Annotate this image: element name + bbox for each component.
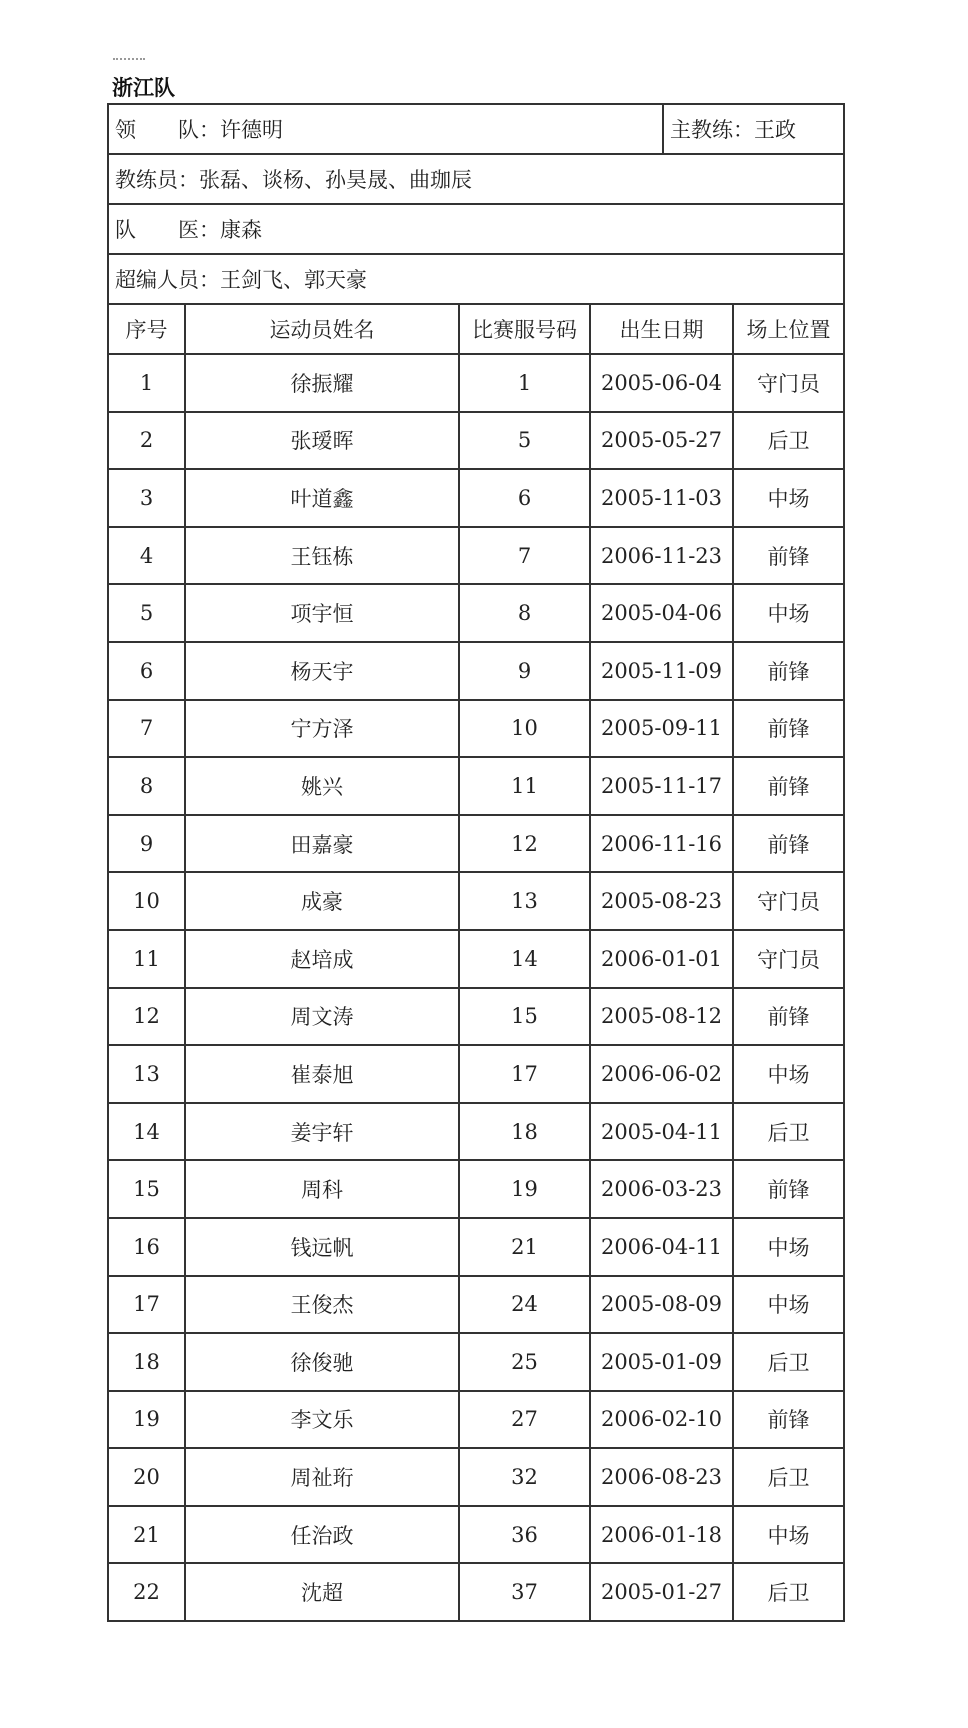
row-number-cell: 1 xyxy=(109,354,185,412)
table-row xyxy=(109,700,843,758)
position-cell: 中场 xyxy=(733,469,843,527)
col-header-birthdate: 出生日期 xyxy=(590,305,733,354)
position-cell: 后卫 xyxy=(733,1103,843,1161)
position-cell: 前锋 xyxy=(733,1160,843,1218)
athlete-name-cell: 杨天宇 xyxy=(185,642,459,700)
top-divider-mark xyxy=(113,58,145,60)
coaches-names: 张磊、谈杨、孙昊晟、曲珈辰 xyxy=(199,168,472,192)
leader-name: 许德明 xyxy=(220,118,283,142)
coaches-label: 教练员： xyxy=(115,168,199,192)
row-number-cell: 8 xyxy=(109,757,185,815)
jersey-number-cell: 1 xyxy=(459,354,590,412)
athlete-name-cell: 徐振耀 xyxy=(185,354,459,412)
jersey-number-cell: 17 xyxy=(459,1045,590,1103)
birthdate-cell: 2005-09-11 xyxy=(590,700,733,758)
row-number-cell: 11 xyxy=(109,930,185,988)
jersey-number-cell: 21 xyxy=(459,1218,590,1276)
leader-label-suffix: 队： xyxy=(178,118,220,142)
birthdate-cell: 2006-01-01 xyxy=(590,930,733,988)
athlete-name-cell: 项宇恒 xyxy=(185,584,459,642)
row-number-cell: 5 xyxy=(109,584,185,642)
athlete-name-cell: 赵培成 xyxy=(185,930,459,988)
position-cell: 后卫 xyxy=(733,1448,843,1506)
doctor-label-suffix: 医： xyxy=(178,218,220,242)
jersey-number-cell: 37 xyxy=(459,1563,590,1620)
row-number-cell: 6 xyxy=(109,642,185,700)
table-row xyxy=(109,354,843,412)
athlete-name-cell: 沈超 xyxy=(185,1563,459,1620)
table-row xyxy=(109,1448,843,1506)
table-row xyxy=(109,1103,843,1161)
row-number-cell: 22 xyxy=(109,1563,185,1620)
row-number-cell: 10 xyxy=(109,872,185,930)
position-cell: 前锋 xyxy=(733,642,843,700)
position-cell: 前锋 xyxy=(733,700,843,758)
table-row xyxy=(109,872,843,930)
jersey-number-cell: 8 xyxy=(459,584,590,642)
birthdate-cell: 2005-08-23 xyxy=(590,872,733,930)
jersey-number-cell: 18 xyxy=(459,1103,590,1161)
row-number-cell: 19 xyxy=(109,1391,185,1449)
row-number-cell: 20 xyxy=(109,1448,185,1506)
col-header-jersey: 比赛服号码 xyxy=(459,305,590,354)
jersey-number-cell: 32 xyxy=(459,1448,590,1506)
athlete-name-cell: 田嘉豪 xyxy=(185,815,459,873)
jersey-number-cell: 15 xyxy=(459,988,590,1046)
athlete-name-cell: 王钰栋 xyxy=(185,527,459,585)
row-number-cell: 18 xyxy=(109,1333,185,1391)
head-coach-name: 王政 xyxy=(754,118,796,142)
athlete-name-cell: 周科 xyxy=(185,1160,459,1218)
jersey-number-cell: 27 xyxy=(459,1391,590,1449)
table-row xyxy=(109,1045,843,1103)
jersey-number-cell: 5 xyxy=(459,412,590,470)
athlete-name-cell: 成豪 xyxy=(185,872,459,930)
position-cell: 中场 xyxy=(733,584,843,642)
birthdate-cell: 2006-03-23 xyxy=(590,1160,733,1218)
jersey-number-cell: 11 xyxy=(459,757,590,815)
roster-body xyxy=(109,354,843,1620)
position-cell: 前锋 xyxy=(733,815,843,873)
jersey-number-cell: 19 xyxy=(459,1160,590,1218)
table-row xyxy=(109,1506,843,1564)
team-title: 浙江队 xyxy=(112,76,175,100)
row-number-cell: 4 xyxy=(109,527,185,585)
table-row xyxy=(109,988,843,1046)
extra-staff-row xyxy=(109,255,843,305)
birthdate-cell: 2006-11-23 xyxy=(590,527,733,585)
jersey-number-cell: 25 xyxy=(459,1333,590,1391)
table-row xyxy=(109,1391,843,1449)
row-number-cell: 14 xyxy=(109,1103,185,1161)
roster-sheet xyxy=(107,103,845,1622)
table-row xyxy=(109,1218,843,1276)
row-number-cell: 15 xyxy=(109,1160,185,1218)
birthdate-cell: 2006-01-18 xyxy=(590,1506,733,1564)
head-coach-cell xyxy=(664,105,843,153)
birthdate-cell: 2005-05-27 xyxy=(590,412,733,470)
position-cell: 前锋 xyxy=(733,527,843,585)
table-row xyxy=(109,527,843,585)
birthdate-cell: 2005-04-06 xyxy=(590,584,733,642)
position-cell: 前锋 xyxy=(733,757,843,815)
birthdate-cell: 2005-11-09 xyxy=(590,642,733,700)
athlete-name-cell: 宁方泽 xyxy=(185,700,459,758)
jersey-number-cell: 6 xyxy=(459,469,590,527)
table-row xyxy=(109,930,843,988)
athlete-name-cell: 崔泰旭 xyxy=(185,1045,459,1103)
birthdate-cell: 2005-01-27 xyxy=(590,1563,733,1620)
birthdate-cell: 2005-08-09 xyxy=(590,1276,733,1334)
birthdate-cell: 2006-02-10 xyxy=(590,1391,733,1449)
athlete-name-cell: 叶道鑫 xyxy=(185,469,459,527)
position-cell: 守门员 xyxy=(733,872,843,930)
row-number-cell: 13 xyxy=(109,1045,185,1103)
jersey-number-cell: 13 xyxy=(459,872,590,930)
jersey-number-cell: 24 xyxy=(459,1276,590,1334)
row-number-cell: 3 xyxy=(109,469,185,527)
leader-label: 领 xyxy=(115,118,136,142)
jersey-number-cell: 36 xyxy=(459,1506,590,1564)
position-cell: 后卫 xyxy=(733,1333,843,1391)
birthdate-cell: 2005-04-11 xyxy=(590,1103,733,1161)
doctor-row xyxy=(109,205,843,255)
position-cell: 守门员 xyxy=(733,930,843,988)
position-cell: 后卫 xyxy=(733,412,843,470)
athlete-name-cell: 李文乐 xyxy=(185,1391,459,1449)
athlete-name-cell: 任治政 xyxy=(185,1506,459,1564)
athlete-name-cell: 周祉珩 xyxy=(185,1448,459,1506)
extra-staff-names: 王剑飞、郭天豪 xyxy=(220,268,367,292)
position-cell: 中场 xyxy=(733,1218,843,1276)
athlete-name-cell: 姜宇轩 xyxy=(185,1103,459,1161)
row-number-cell: 12 xyxy=(109,988,185,1046)
table-row xyxy=(109,1160,843,1218)
birthdate-cell: 2006-04-11 xyxy=(590,1218,733,1276)
birthdate-cell: 2005-06-04 xyxy=(590,354,733,412)
athlete-name-cell: 钱远帆 xyxy=(185,1218,459,1276)
table-row xyxy=(109,757,843,815)
row-number-cell: 9 xyxy=(109,815,185,873)
table-row xyxy=(109,1563,843,1620)
row-number-cell: 7 xyxy=(109,700,185,758)
jersey-number-cell: 14 xyxy=(459,930,590,988)
birthdate-cell: 2005-08-12 xyxy=(590,988,733,1046)
position-cell: 前锋 xyxy=(733,988,843,1046)
jersey-number-cell: 7 xyxy=(459,527,590,585)
position-cell: 中场 xyxy=(733,1506,843,1564)
head-coach-label: 主教练： xyxy=(670,118,754,142)
table-row xyxy=(109,584,843,642)
table-header-row xyxy=(109,305,843,354)
col-header-position: 场上位置 xyxy=(733,305,843,354)
row-number-cell: 21 xyxy=(109,1506,185,1564)
table-row xyxy=(109,1276,843,1334)
roster-table xyxy=(109,305,843,1620)
birthdate-cell: 2005-11-17 xyxy=(590,757,733,815)
leader-row xyxy=(109,105,843,155)
position-cell: 中场 xyxy=(733,1276,843,1334)
athlete-name-cell: 周文涛 xyxy=(185,988,459,1046)
athlete-name-cell: 张瑷晖 xyxy=(185,412,459,470)
birthdate-cell: 2005-11-03 xyxy=(590,469,733,527)
jersey-number-cell: 10 xyxy=(459,700,590,758)
position-cell: 前锋 xyxy=(733,1391,843,1449)
athlete-name-cell: 徐俊驰 xyxy=(185,1333,459,1391)
table-row xyxy=(109,815,843,873)
athlete-name-cell: 姚兴 xyxy=(185,757,459,815)
col-header-number: 序号 xyxy=(109,305,185,354)
table-row xyxy=(109,1333,843,1391)
extra-staff-label: 超编人员： xyxy=(115,268,220,292)
birthdate-cell: 2006-08-23 xyxy=(590,1448,733,1506)
jersey-number-cell: 12 xyxy=(459,815,590,873)
birthdate-cell: 2006-11-16 xyxy=(590,815,733,873)
table-row xyxy=(109,469,843,527)
table-row xyxy=(109,412,843,470)
row-number-cell: 17 xyxy=(109,1276,185,1334)
row-number-cell: 16 xyxy=(109,1218,185,1276)
position-cell: 守门员 xyxy=(733,354,843,412)
position-cell: 后卫 xyxy=(767,1581,810,1606)
position-cell: 中场 xyxy=(733,1045,843,1103)
doctor-label: 队 xyxy=(115,218,136,242)
athlete-name-cell: 王俊杰 xyxy=(185,1276,459,1334)
coaches-row xyxy=(109,155,843,205)
birthdate-cell: 2006-06-02 xyxy=(590,1045,733,1103)
col-header-name: 运动员姓名 xyxy=(185,305,459,354)
birthdate-cell: 2005-01-09 xyxy=(590,1333,733,1391)
row-number-cell: 2 xyxy=(109,412,185,470)
jersey-number-cell: 9 xyxy=(459,642,590,700)
table-row xyxy=(109,642,843,700)
doctor-name: 康森 xyxy=(220,218,262,242)
